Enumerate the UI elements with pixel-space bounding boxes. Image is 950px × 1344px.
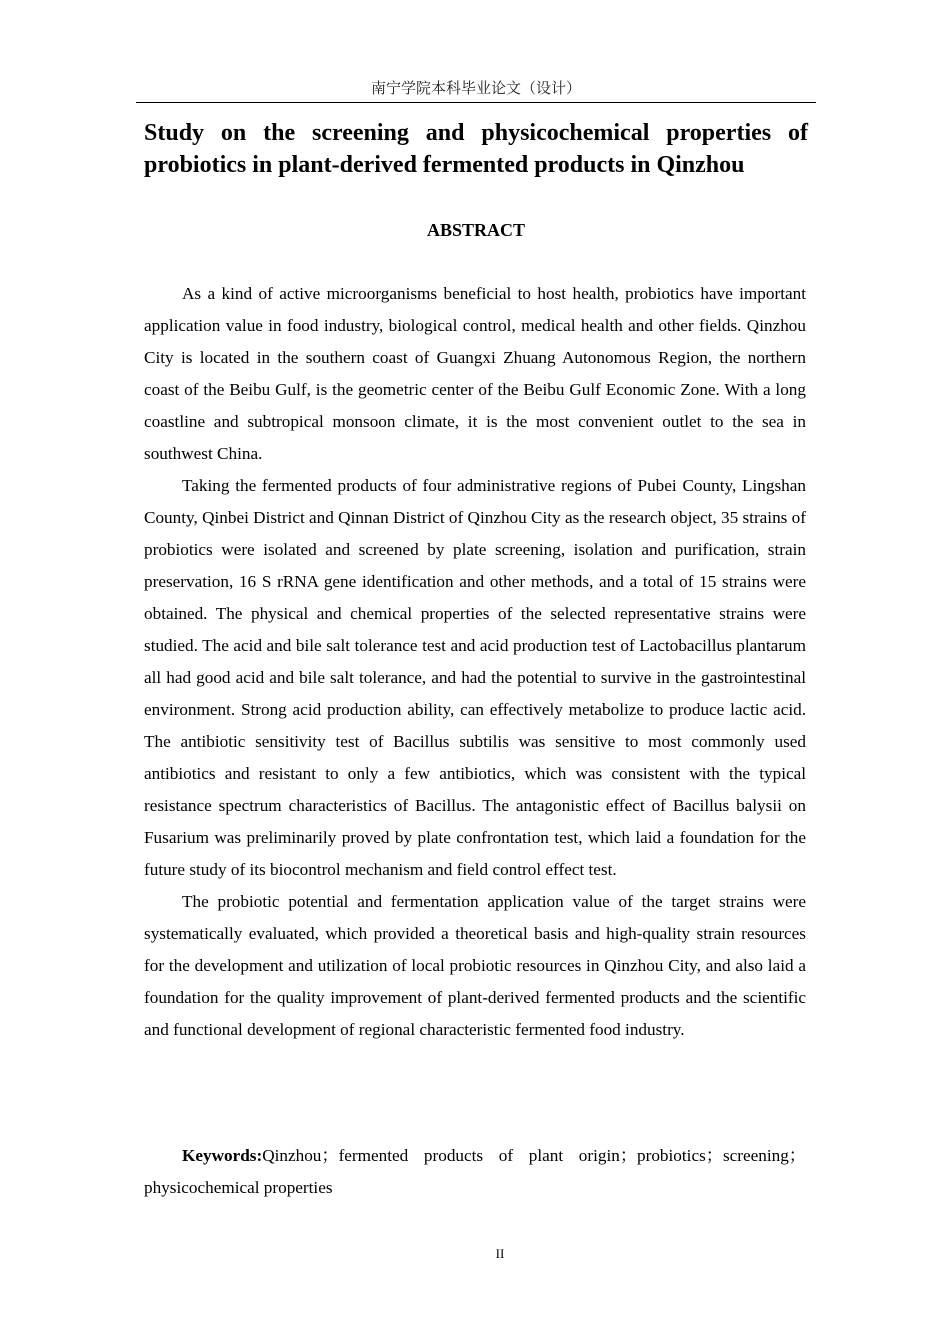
keywords-label: Keywords: (182, 1146, 263, 1165)
abstract-paragraph-2: Taking the fermented products of four administrative regions of Pubei County, Lingshan County, Qinbei District and Qinnan District of Qinzhou City as the research object, 35 strains of probiotics were isolated and screened by plate screening, isolation and purification, strain preservation, 16 S rRNA gene identification and other methods, and a total of 15 strains were obtained. The physical and chemical properties of the selected representative strains were studied. The acid and bile salt tolerance test and acid production test of Lactobacillus plantarum all had good acid and bile salt tolerance, and had the potential to survive in the gastrointestinal environment. Strong acid production ability, can effectively metabolize to produce lactic acid. The antibiotic sensitivity test of Bacillus subtilis was sensitive to most commonly used antibiotics and resistant to only a few antibiotics, which was consistent with the typical resistance spectrum characteristics of Bacillus. The antagonistic effect of Bacillus balysii on Fusarium was preliminarily proved by plate confrontation test, which laid a foundation for the future study of its biocontrol mechanism and field control effect test. (144, 476, 806, 879)
abstract-paragraph-3: The probiotic potential and fermentation application value of the target strains were systematically evaluated, which provided a theoretical basis and high-quality strain resources for the development and utilization of local probiotic resources in Qinzhou City, and also laid a foundation for the quality improvement of plant-derived fermented products and the scientific and functional development of regional characteristic fermented food industry. (144, 892, 806, 1039)
keywords-line (144, 1140, 806, 1204)
abstract-paragraph-1: As a kind of active microorganisms beneficial to host health, probiotics have important application value in food industry, biological control, medical health and other fields. Qinzhou City is located in the southern coast of Guangxi Zhuang Autonomous Region, the northern coast of the Beibu Gulf, is the geometric center of the Beibu Gulf Economic Zone. With a long coastline and subtropical monsoon climate, it is the most convenient outlet to the sea in southwest China. (144, 284, 806, 463)
paper-title: Study on the screening and physicochemical properties of probiotics in plant-derived fermented products in Qinzhou (144, 120, 808, 178)
running-header: 南宁学院本科毕业论文（设计） (370, 79, 581, 97)
keywords-text: Qinzhou；fermented products of plant origin；probiotics；screening；physicochemical properties (144, 1146, 806, 1197)
abstract-body (144, 278, 806, 1046)
header-divider (136, 102, 816, 103)
abstract-heading: ABSTRACT (426, 220, 526, 240)
page-number: II (495, 1246, 505, 1261)
